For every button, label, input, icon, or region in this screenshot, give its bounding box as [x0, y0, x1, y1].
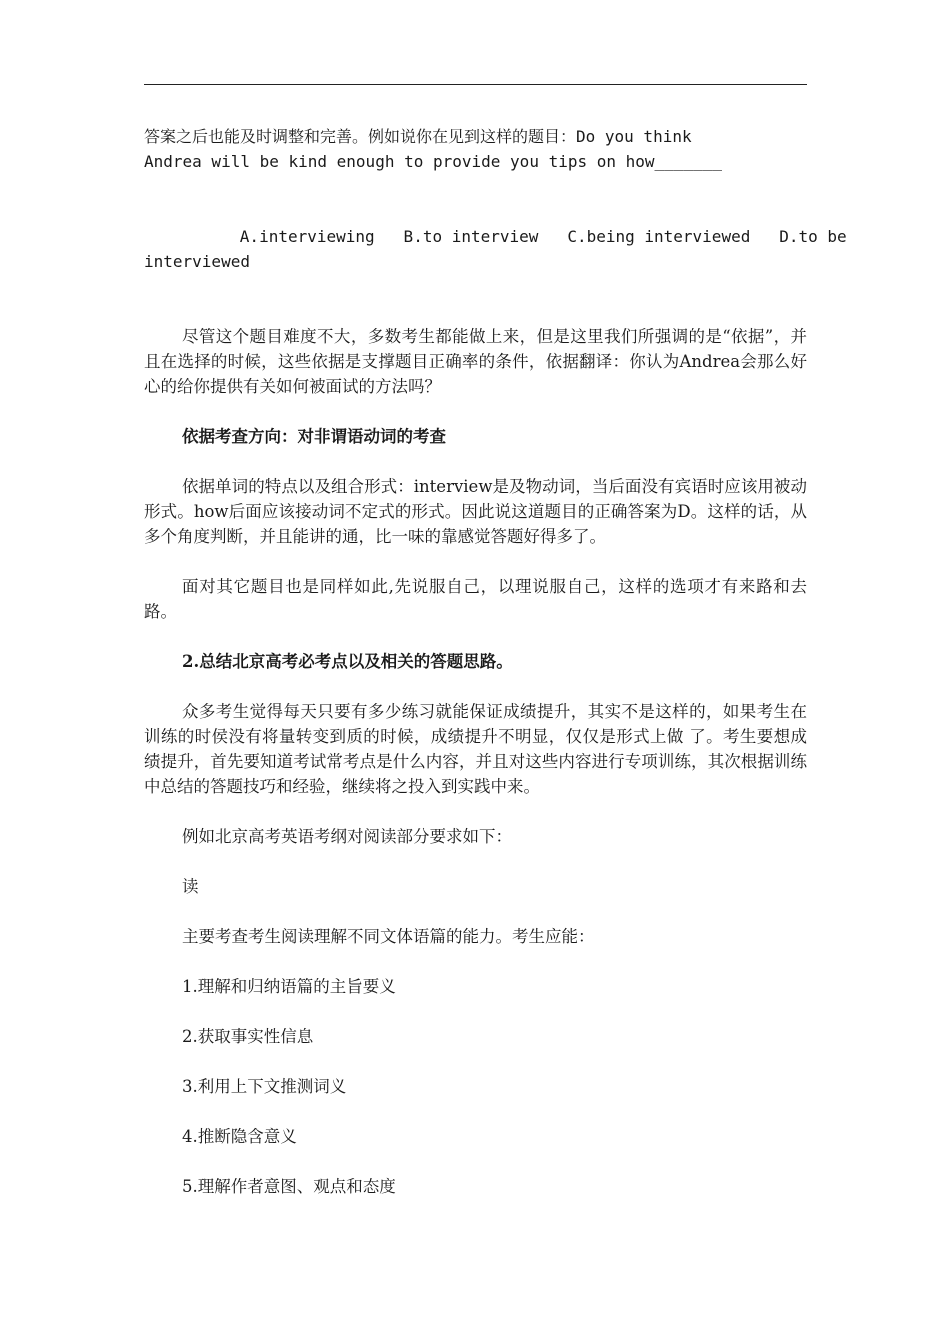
intro-line-1: 答案之后也能及时调整和完善。例如说你在见到这样的题目：Do you think — [144, 127, 692, 146]
word-features-paragraph: 依据单词的特点以及组合形式：interview是及物动词，当后面没有宾语时应该用被动形式。how后面应该接动词不定式的形式。因此说这道题目的正确答案为D。这样的话，从多个角度判断，并且能讲的通，比一味的靠感觉答题好得多了。 — [144, 477, 807, 546]
header-rule — [144, 84, 807, 85]
list-item: 5.理解作者意图、观点和态度 — [182, 1177, 396, 1196]
intro-paragraph — [144, 124, 807, 174]
example-paragraph: 例如北京高考英语考纲对阅读部分要求如下： — [182, 827, 512, 846]
direction-heading: 依据考查方向：对非谓语动词的考查 — [182, 427, 446, 446]
options-line-2: interviewed — [144, 252, 250, 271]
basis-paragraph: 尽管这个题目难度不大，多数考生都能做上来，但是这里我们所强调的是“依据”，并且在选择的时候，这些依据是支撑题目正确率的条件，依据翻译：你认为Andrea会那么好心的给你提供有关如何被面试的方法吗？ — [144, 327, 807, 396]
document-body — [144, 124, 847, 1224]
list-item: 4.推断隐含意义 — [182, 1127, 297, 1146]
list-item: 1.理解和归纳语篇的主旨要义 — [182, 977, 396, 996]
other-questions-paragraph: 面对其它题目也是同样如此,先说服自己，以理说服自己，这样的选项才有来路和去路。 — [144, 577, 807, 621]
intro-line-2: Andrea will be kind enough to provide you tips on how_______ — [144, 152, 722, 171]
read-label: 读 — [182, 877, 199, 896]
practice-paragraph: 众多考生觉得每天只要有多少练习就能保证成绩提升，其实不是这样的，如果考生在训练的时侯没有将量转变到质的时候，成绩提升不明显，仅仅是形式上做 了。考生要想成绩提升，首先要知道考试常考点是什么内容，并且对这些内容进行专项训练，其次根据训练中总结的答题技巧和经验，继续将之投入到实践中来。 — [144, 702, 807, 796]
options-line-1: A.interviewing B.to interview C.being interviewed D.to be — [239, 227, 847, 246]
document-page — [144, 0, 847, 1344]
summary-heading: 2.总结北京高考必考点以及相关的答题思路。 — [182, 652, 513, 671]
requirement-list — [144, 974, 807, 1199]
list-item: 3.利用上下文推测词义 — [182, 1077, 347, 1096]
list-item: 2.获取事实性信息 — [182, 1027, 314, 1046]
answer-options — [144, 199, 847, 299]
requirement-paragraph: 主要考查考生阅读理解不同文体语篇的能力。考生应能： — [182, 927, 595, 946]
